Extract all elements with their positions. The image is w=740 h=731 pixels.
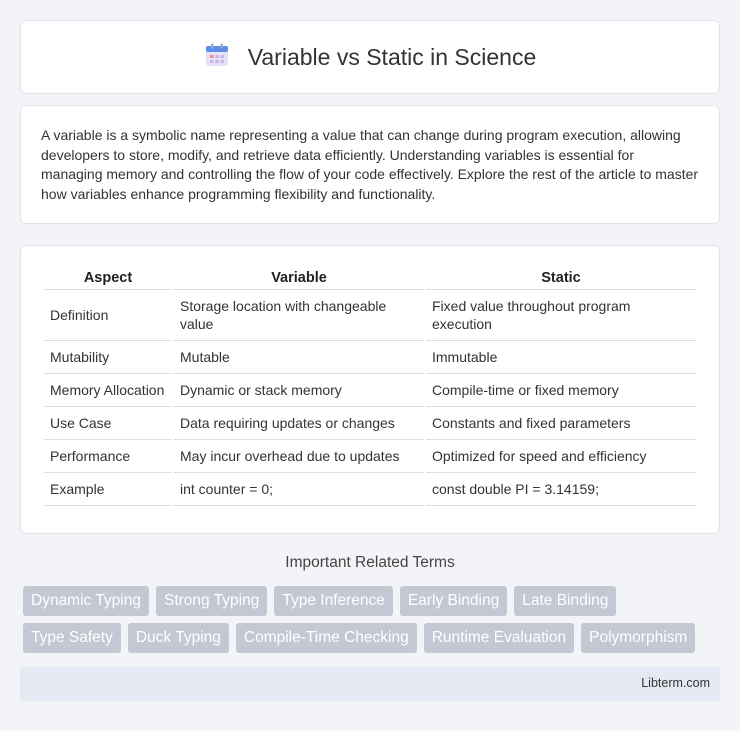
comparison-card xyxy=(20,245,720,534)
tag-late-binding[interactable]: Late Binding xyxy=(514,586,616,616)
cell-aspect: Mutability xyxy=(44,341,172,374)
tag-polymorphism[interactable]: Polymorphism xyxy=(581,623,695,653)
table-row xyxy=(44,341,696,374)
cell-variable: Mutable xyxy=(174,341,424,374)
cell-static: const double PI = 3.14159; xyxy=(426,473,696,506)
intro-card xyxy=(20,105,720,224)
tag-runtime-evaluation[interactable]: Runtime Evaluation xyxy=(424,623,574,653)
tag-early-binding[interactable]: Early Binding xyxy=(400,586,507,616)
tag-row xyxy=(23,623,723,653)
cell-aspect: Use Case xyxy=(44,407,172,440)
comparison-table xyxy=(42,268,698,506)
calendar-icon xyxy=(204,42,230,73)
table-row xyxy=(44,290,696,341)
cell-variable: int counter = 0; xyxy=(174,473,424,506)
column-header-variable: Variable xyxy=(174,268,424,290)
column-header-static: Static xyxy=(426,268,696,290)
header-card xyxy=(20,20,720,94)
cell-static: Fixed value throughout program execution xyxy=(426,290,696,341)
cell-static: Compile-time or fixed memory xyxy=(426,374,696,407)
table-row xyxy=(44,440,696,473)
cell-variable: Storage location with changeable value xyxy=(174,290,424,341)
cell-variable: Data requiring updates or changes xyxy=(174,407,424,440)
footer xyxy=(20,667,720,701)
table-row xyxy=(44,407,696,440)
tag-type-inference[interactable]: Type Inference xyxy=(274,586,393,616)
cell-static: Constants and fixed parameters xyxy=(426,407,696,440)
table-row xyxy=(44,374,696,407)
table-header-row xyxy=(44,268,696,290)
tag-compile-time-checking[interactable]: Compile-Time Checking xyxy=(236,623,417,653)
tag-row xyxy=(23,586,723,616)
cell-static: Optimized for speed and efficiency xyxy=(426,440,696,473)
tag-strong-typing[interactable]: Strong Typing xyxy=(156,586,267,616)
cell-variable: Dynamic or stack memory xyxy=(174,374,424,407)
related-terms-title: Important Related Terms xyxy=(285,554,455,571)
cell-static: Immutable xyxy=(426,341,696,374)
cell-aspect: Memory Allocation xyxy=(44,374,172,407)
tag-dynamic-typing[interactable]: Dynamic Typing xyxy=(23,586,149,616)
cell-aspect: Definition xyxy=(44,290,172,341)
footer-site-link[interactable]: Libterm.com xyxy=(641,676,710,690)
tag-type-safety[interactable]: Type Safety xyxy=(23,623,121,653)
tag-duck-typing[interactable]: Duck Typing xyxy=(128,623,229,653)
column-header-aspect: Aspect xyxy=(44,268,172,290)
intro-text: A variable is a symbolic name representing a value that can change during program execution, allowing developers to store, modify, and retrieve data efficiently. Understanding variables is essential for managing memory and controlling the flow of your code effectively. Explore the rest of the article to master how variables enhance programming flexibility and functionality. xyxy=(41,127,699,202)
cell-variable: May incur overhead due to updates xyxy=(174,440,424,473)
related-terms xyxy=(23,586,723,660)
table-row xyxy=(44,473,696,506)
cell-aspect: Performance xyxy=(44,440,172,473)
cell-aspect: Example xyxy=(44,473,172,506)
page-title: Variable vs Static in Science xyxy=(247,43,537,70)
